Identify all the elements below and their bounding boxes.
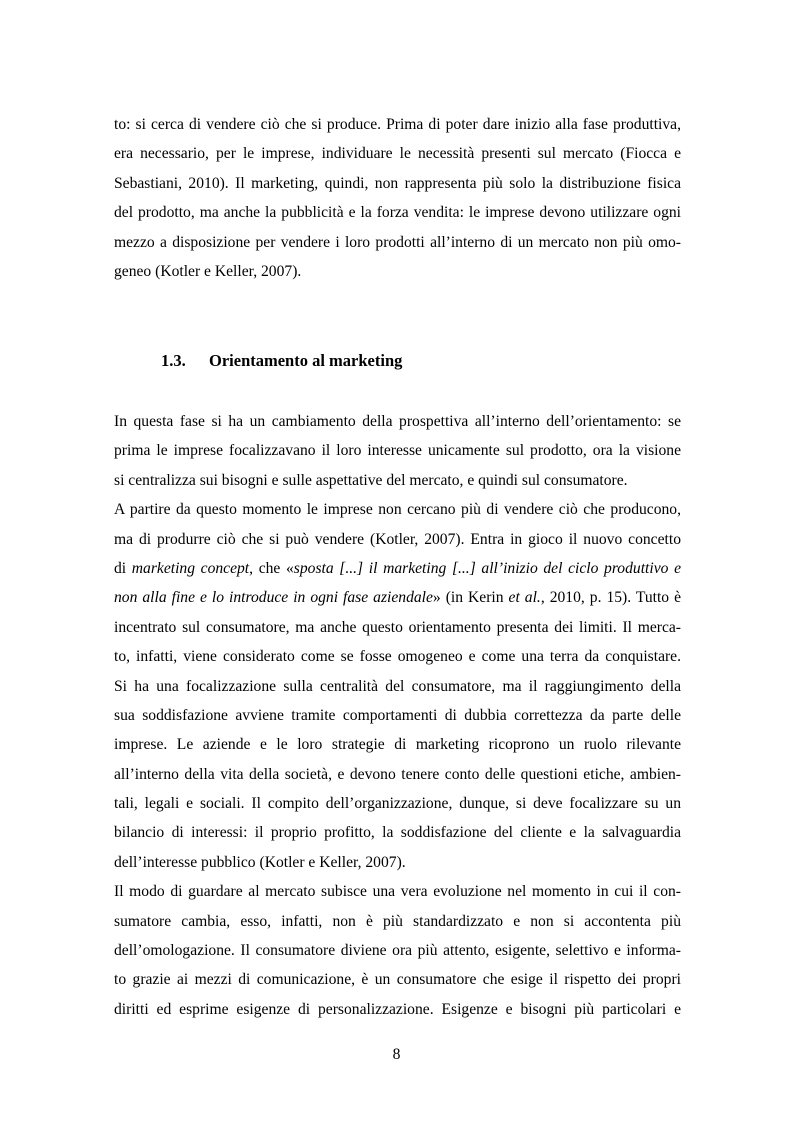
section-title: Orientamento al marketing [209, 351, 403, 370]
text-line: Si ha una focalizzazione sulla centralità del consumatore, ma il raggiungimento della [114, 677, 681, 695]
text-line: A partire da questo momento le imprese non cercano più di vendere ciò che producono, [114, 501, 681, 519]
text-line: incentrato sul consumatore, ma anche questo orientamento presenta dei limiti. Il merca- [114, 618, 681, 636]
text-span: , 2010, p. 15). Tutto è [540, 589, 682, 607]
text-line: In questa fase si ha un cambiamento della prospettiva all’interno dell’orientamento: se [114, 413, 681, 430]
text-line: all’interno della vita della società, e devono tenere conto delle questioni etiche, ambien- [114, 765, 681, 783]
text-line: ma di produrre ciò che si può vendere (Kotler, 2007). Entra in gioco il nuovo concetto [114, 530, 681, 548]
text-line: sumatore cambia, esso, infatti, non è più standardizzato e non si accontenta più [114, 912, 681, 930]
paragraph-body [114, 407, 681, 1024]
text-line: diritti ed esprime esigenze di personalizzazione. Esigenze e bisogni più particolari e [114, 1000, 681, 1018]
italic-quote: non alla fine e lo introduce in ogni fase aziendale [114, 589, 433, 607]
text-line: to grazie ai mezzi di comunicazione, è un consumatore che esige il rispetto dei propri [114, 971, 681, 989]
italic-quote: sposta [...] il marketing [...] all’inizio del ciclo produttivo e [293, 559, 681, 577]
text-line: si centralizza sui bisogni e sulle aspettative del mercato, e quindi sul consumatore. [114, 471, 628, 489]
text-line: sua soddisfazione avviene tramite comportamenti di dubbia correttezza da parte delle [114, 706, 681, 724]
text-line: geneo (Kotler e Keller, 2007). [114, 262, 302, 280]
text-span: di [114, 559, 132, 577]
text-line: tali, legali e sociali. Il compito dell’organizzazione, dunque, si deve focalizzare su un [114, 795, 681, 813]
section-heading [161, 346, 402, 375]
text-line-citation [114, 583, 681, 612]
text-line: era necessario, per le imprese, individuare le necessità presenti sul mercato (Fiocca e [114, 145, 681, 163]
italic-term: marketing concept [131, 559, 250, 577]
text-line: to, infatti, viene considerato come se fosse omogeneo e come una terra da conquistare. [114, 648, 681, 666]
text-line: Il modo di guardare al mercato subisce una vera evoluzione nel momento in cui il con- [114, 883, 681, 901]
text-line: imprese. Le aziende e le loro strategie di marketing ricoprono un ruolo rilevante [114, 736, 681, 754]
text-line-marketing-concept [114, 554, 681, 583]
text-line: Sebastiani, 2010). Il marketing, quindi, non rappresenta più solo la distribuzione fisica [114, 174, 681, 192]
page-number: 8 [392, 1046, 401, 1063]
text-line: dell’omologazione. Il consumatore diviene ora più attento, esigente, selettivo e informa- [114, 942, 681, 960]
text-line: mezzo a disposizione per vendere i loro prodotti all’interno di un mercato non più omo- [114, 233, 681, 251]
text-line: dell’interesse pubblico (Kotler e Keller, 2007). [114, 853, 406, 871]
text-span: , che « [249, 559, 294, 577]
text-line: prima le imprese focalizzavano il loro interesse unicamente sul prodotto, ora la visione [114, 442, 681, 460]
text-line: del prodotto, ma anche la pubblicità e la forza vendita: le imprese devono utilizzare ogni [114, 204, 681, 222]
text-line: to: si cerca di vendere ciò che si produce. Prima di poter dare inizio alla fase produttiva, [114, 116, 681, 133]
italic-et-al: et al. [508, 589, 541, 607]
section-number: 1.3. [161, 351, 186, 370]
text-span: » (in Kerin [432, 589, 509, 607]
paragraph-intro [114, 110, 681, 286]
text-line: bilancio di interessi: il proprio profitto, la soddisfazione del cliente e la salvaguardia [114, 824, 681, 842]
